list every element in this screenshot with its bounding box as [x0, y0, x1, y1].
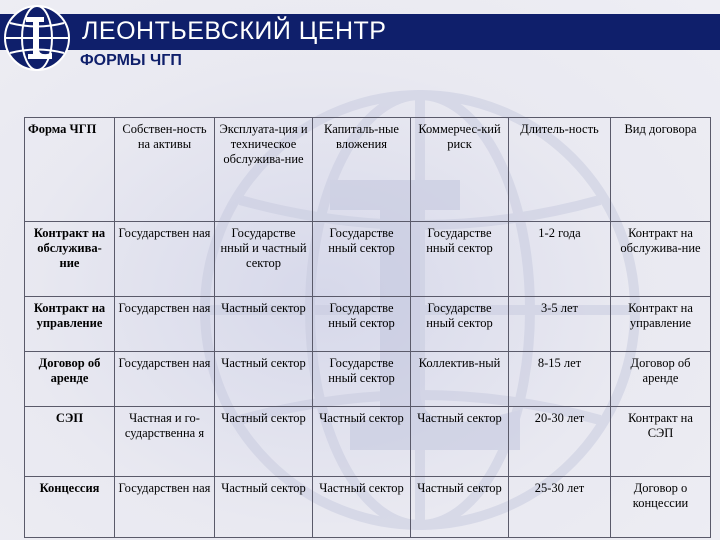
table-header-row — [25, 118, 711, 222]
table-cell: Государствен ная — [115, 222, 215, 297]
table-row — [25, 477, 711, 538]
table-cell: Частный сектор — [215, 477, 313, 538]
column-header: Эксплуата-ция и техническое обслужива-ние — [215, 118, 313, 222]
table-cell: Договор о концессии — [611, 477, 711, 538]
table-cell: Частный сектор — [215, 352, 313, 407]
table-cell: Концессия — [25, 477, 115, 538]
table-cell: Государстве нный и частный сектор — [215, 222, 313, 297]
table-cell: Договор об аренде — [25, 352, 115, 407]
table-cell: 3-5 лет — [509, 297, 611, 352]
column-header: Вид договора — [611, 118, 711, 222]
table-cell: Частная и го-сударственна я — [115, 407, 215, 477]
table-cell: Частный сектор — [215, 297, 313, 352]
table-cell: Частный сектор — [411, 407, 509, 477]
table-cell: Государствен ная — [115, 297, 215, 352]
table-cell: Государстве нный сектор — [411, 222, 509, 297]
table-cell: Государствен ная — [115, 352, 215, 407]
table-cell: Государствен ная — [115, 477, 215, 538]
table-cell: 8-15 лет — [509, 352, 611, 407]
table-cell: Государстве нный сектор — [313, 222, 411, 297]
table-cell: Государстве нный сектор — [313, 352, 411, 407]
table-cell: 25-30 лет — [509, 477, 611, 538]
table-cell: СЭП — [25, 407, 115, 477]
column-header: Собствен-ность на активы — [115, 118, 215, 222]
table-cell: Контракт на управление — [25, 297, 115, 352]
table-cell: Частный сектор — [411, 477, 509, 538]
ppp-forms-table — [24, 117, 711, 538]
column-header: Коммерчес-кий риск — [411, 118, 509, 222]
globe-logo-icon — [2, 3, 72, 73]
page-subtitle: ФОРМЫ ЧГП — [80, 52, 182, 69]
table-cell: Коллектив-ный — [411, 352, 509, 407]
table-cell: Контракт на СЭП — [611, 407, 711, 477]
table-cell: 20-30 лет — [509, 407, 611, 477]
table-cell: Договор об аренде — [611, 352, 711, 407]
column-header: Длитель-ность — [509, 118, 611, 222]
table-row — [25, 297, 711, 352]
table-row — [25, 407, 711, 477]
column-header: Форма ЧГП — [25, 118, 115, 222]
column-header: Капиталь-ные вложения — [313, 118, 411, 222]
table-cell: Частный сектор — [313, 477, 411, 538]
table-cell: Контракт на обслужива-ние — [611, 222, 711, 297]
table-cell: Частный сектор — [313, 407, 411, 477]
table-cell: Контракт на обслужива-ние — [25, 222, 115, 297]
table-cell: Контракт на управление — [611, 297, 711, 352]
table-row — [25, 222, 711, 297]
table-row — [25, 352, 711, 407]
page-title: ЛЕОНТЬЕВСКИЙ ЦЕНТР — [82, 17, 387, 45]
table-cell: Государстве нный сектор — [411, 297, 509, 352]
table-cell: 1-2 года — [509, 222, 611, 297]
table-cell: Государстве нный сектор — [313, 297, 411, 352]
table-cell: Частный сектор — [215, 407, 313, 477]
